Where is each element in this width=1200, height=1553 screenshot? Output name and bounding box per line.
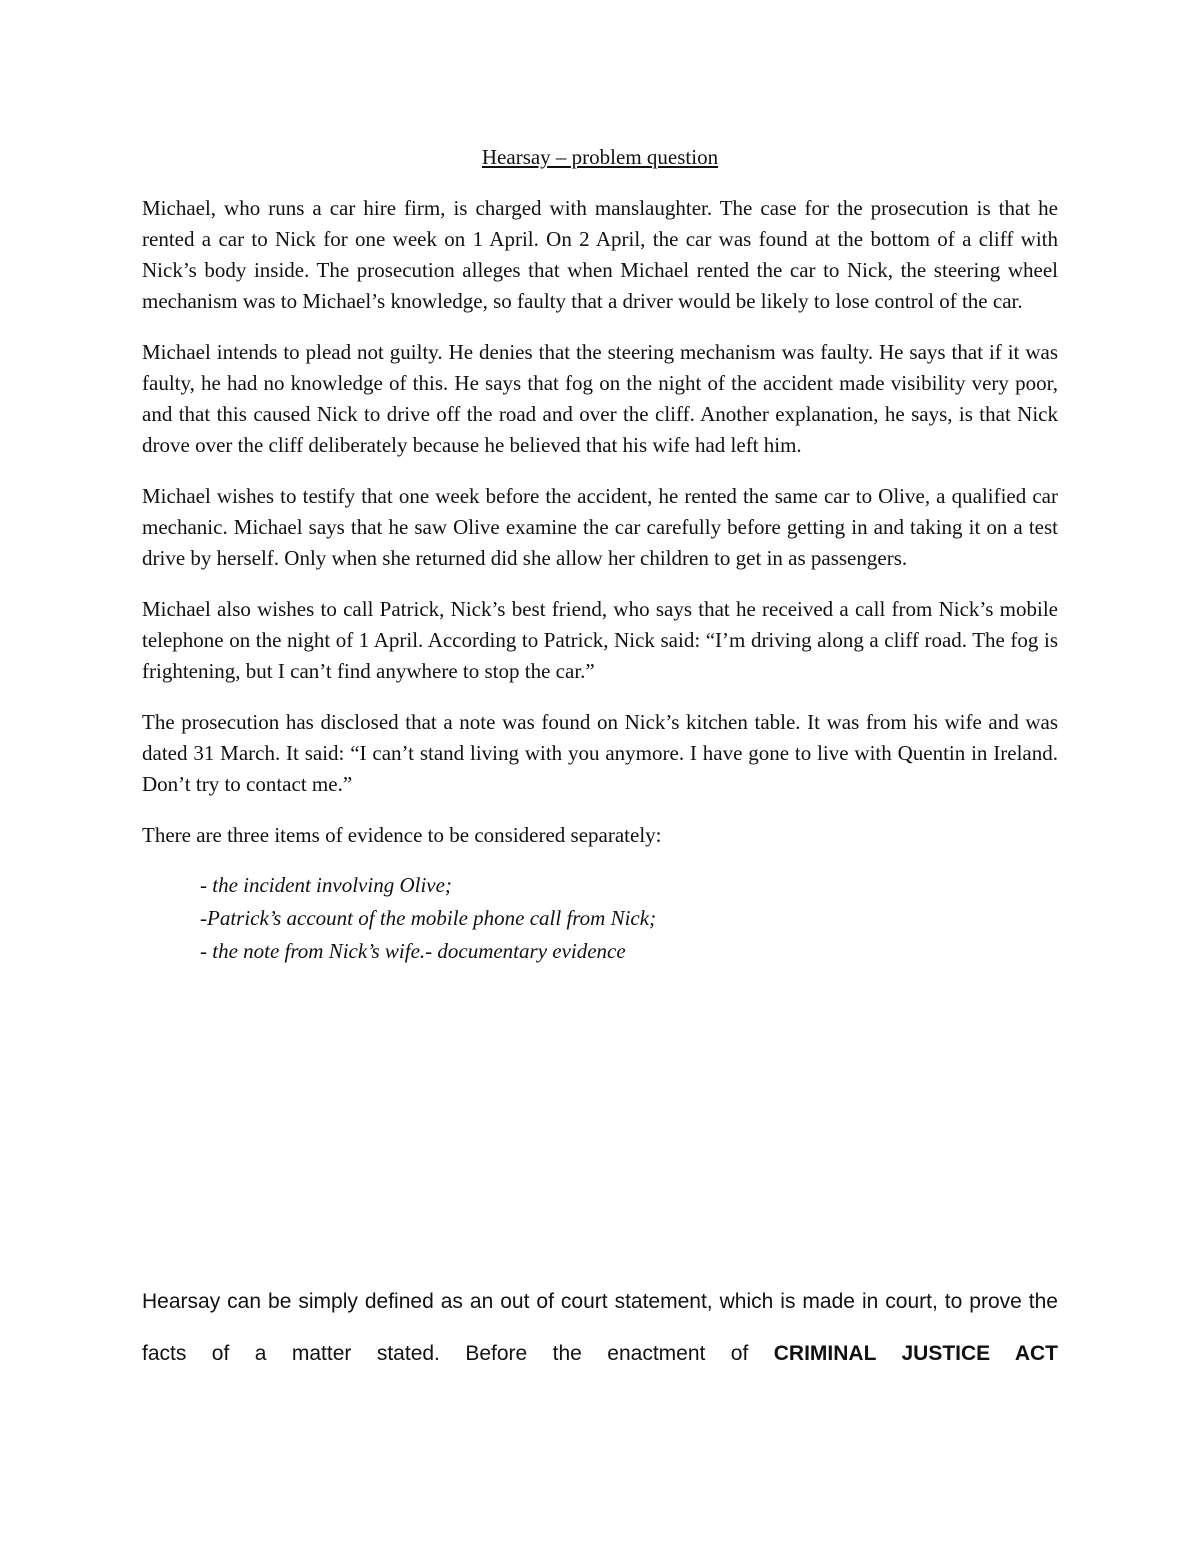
answer-intro: Hearsay can be simply defined as an out of court statement, which is made in court, to prove the facts of a matter stated. Before the enactment of <box>142 1290 1058 1365</box>
paragraph-items-intro: There are three items of evidence to be considered separately: <box>142 823 662 847</box>
evidence-item: -Patrick’s account of the mobile phone call from Nick; <box>200 906 657 930</box>
act-name: CRIMINAL JUSTICE ACT <box>773 1342 1058 1365</box>
answer-text <box>142 1276 1058 1380</box>
paragraph-note: The prosecution has disclosed that a note was found on Nick’s kitchen table. It was from his wife and was dated 31 March. It said: “I can’t stand living with you anymore. I have gone to live with Quentin in Ireland. Don’t try to contact me.” <box>142 710 1058 796</box>
paragraph-charge: Michael, who runs a car hire firm, is charged with manslaughter. The case for the prosecution is that he rented a car to Nick for one week on 1 April. On 2 April, the car was found at the bottom of a cliff with Nick’s body inside. The prosecution alleges that when Michael rented the car to Nick, the steering wheel mechanism was to Michael’s knowledge, so faulty that a driver would be likely to lose control of the car. <box>142 196 1058 313</box>
evidence-list <box>142 869 1058 968</box>
paragraph-olive: Michael wishes to testify that one week before the accident, he rented the same car to Olive, a qualified car mechanic. Michael says that he saw Olive examine the car carefully before getting in and taking it on a test drive by herself. Only when she returned did she allow her children to get in as passengers. <box>142 484 1058 570</box>
paragraph-patrick: Michael also wishes to call Patrick, Nick’s best friend, who says that he received a call from Nick’s mobile telephone on the night of 1 April. According to Patrick, Nick said: “I’m driving along a cliff road. The fog is frightening, but I can’t find anywhere to stop the car.” <box>142 597 1058 683</box>
evidence-item: - the note from Nick’s wife.- documentary evidence <box>200 939 626 963</box>
document-title: Hearsay – problem question <box>481 145 719 169</box>
problem-question <box>142 142 1058 968</box>
evidence-item: - the incident involving Olive; <box>200 873 452 897</box>
paragraph-defence: Michael intends to plead not guilty. He denies that the steering mechanism was faulty. He says that if it was faulty, he had no knowledge of this. He says that fog on the night of the accident made visibility very poor, and that this caused Nick to drive off the road and over the cliff. Another explanation, he says, is that Nick drove over the cliff deliberately because he believed that his wife had left him. <box>142 340 1058 457</box>
